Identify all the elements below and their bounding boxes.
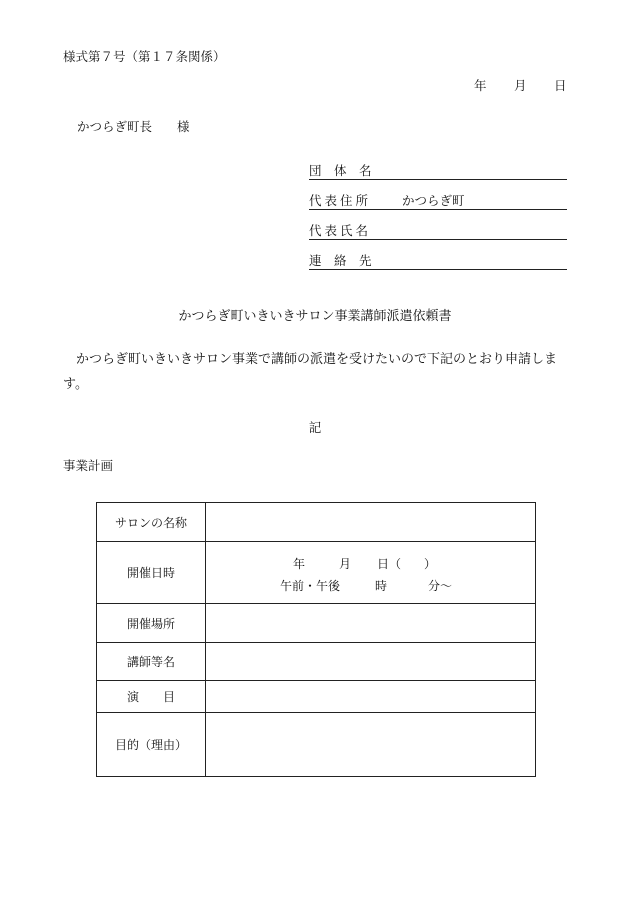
group-name-line[interactable]	[309, 179, 567, 180]
date-year-label: 年	[474, 78, 487, 93]
table-row	[97, 542, 536, 604]
date-month-label: 月	[514, 78, 527, 93]
section-heading: 事業計画	[63, 458, 114, 473]
table-row	[97, 713, 536, 777]
table-row	[97, 503, 536, 542]
lecturer-field[interactable]	[206, 643, 536, 681]
venue-label: 開催場所	[97, 604, 206, 643]
contact-label: 連 絡 先	[309, 253, 372, 268]
dt-ampm: 午前・午後	[280, 578, 341, 593]
dt-close: ）	[424, 556, 437, 571]
table-row	[97, 681, 536, 713]
purpose-label: 目的（理由）	[97, 713, 206, 777]
body-paragraph: かつらぎ町いきいきサロン事業で講師の派遣を受けたいので下記のとおり申請します。	[63, 352, 558, 392]
salon-name-field[interactable]	[206, 503, 536, 542]
document-title: かつらぎ町いきいきサロン事業講師派遣依頼書	[178, 309, 452, 324]
topic-label: 演 目	[97, 681, 206, 713]
date-day-label: 日	[554, 78, 567, 93]
representative-line[interactable]	[309, 239, 567, 240]
lecturer-label: 講師等名	[97, 643, 206, 681]
venue-field[interactable]	[206, 604, 536, 643]
address-value: かつらぎ町	[402, 193, 465, 208]
group-name-label: 団 体 名	[309, 163, 372, 178]
representative-label: 代表氏名	[309, 223, 372, 238]
datetime-label: 開催日時	[97, 542, 206, 604]
plan-table	[96, 502, 536, 777]
contact-line[interactable]	[309, 269, 567, 270]
dt-hour: 時	[375, 578, 388, 593]
ki-mark: 記	[308, 420, 322, 435]
datetime-field[interactable]	[206, 542, 536, 604]
purpose-field[interactable]	[206, 713, 536, 777]
table-row	[97, 604, 536, 643]
dt-month: 月	[339, 556, 352, 571]
form-number: 様式第７号（第１７条関係）	[63, 49, 226, 64]
address-label: 代表住所	[309, 193, 372, 208]
address-line[interactable]	[309, 209, 567, 210]
dt-year: 年	[293, 556, 306, 571]
addressee: かつらぎ町長 様	[77, 119, 190, 134]
topic-field[interactable]	[206, 681, 536, 713]
dt-minute: 分～	[428, 578, 453, 593]
salon-name-label: サロンの名称	[97, 503, 206, 542]
dt-day: 日（	[377, 556, 402, 571]
table-row	[97, 643, 536, 681]
